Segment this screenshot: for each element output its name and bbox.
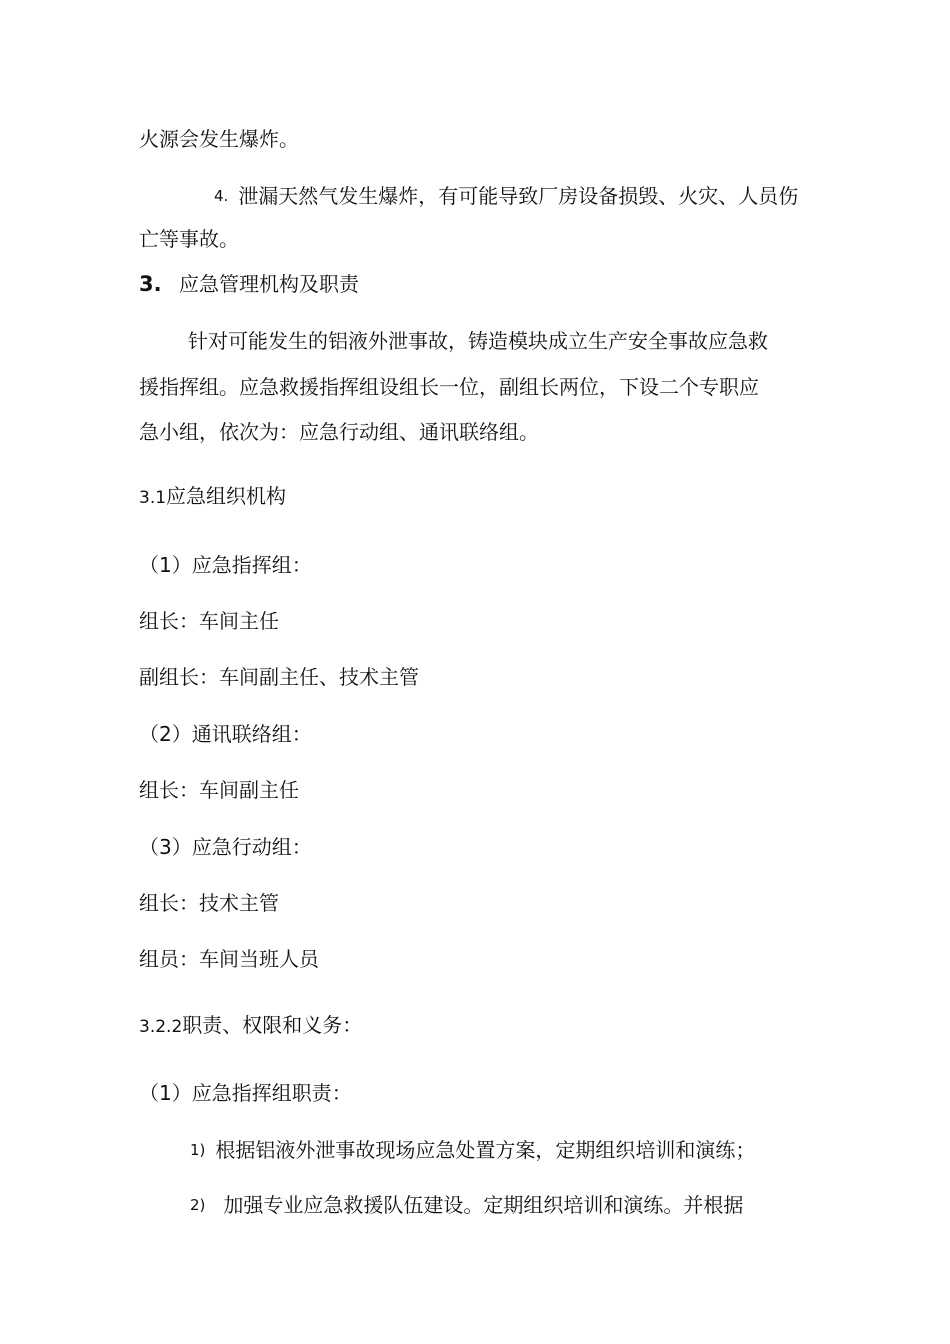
group-number: （3） <box>139 835 192 859</box>
group-number: （1） <box>139 553 192 577</box>
group-1-leader <box>139 607 279 635</box>
text: 急小组，依次为：应急行动组、通讯联络组。 <box>139 420 539 444</box>
group-number: （2） <box>139 722 192 746</box>
duty-1-item-2 <box>190 1191 743 1219</box>
duty-heading-1 <box>139 1079 352 1107</box>
group-title: 应急指挥组： <box>191 553 312 577</box>
group-title: 通讯联络组： <box>191 722 312 746</box>
group-heading-3 <box>139 833 312 861</box>
intro-paragraph-line-3 <box>139 418 539 446</box>
list-number: 4. <box>214 187 229 205</box>
text: 亡等事故。 <box>139 227 239 251</box>
subsection-title: 职责、权限和义务： <box>182 1013 363 1037</box>
list-number: 1) <box>190 1141 206 1159</box>
list-item-4-continued <box>139 225 239 253</box>
subsection-number: 3.2.2 <box>139 1017 183 1037</box>
subsection-heading-3-2-2 <box>139 1011 362 1041</box>
text: 组长：车间副主任 <box>139 778 299 802</box>
subsection-heading-3-1 <box>139 482 286 512</box>
group-3-leader <box>139 889 279 917</box>
text: 援指挥组。应急救援指挥组设组长一位，副组长两位，下设二个专职应 <box>139 375 759 399</box>
text: 组长：车间主任 <box>139 609 279 633</box>
group-1-deputy <box>139 663 419 691</box>
group-title: 应急行动组： <box>191 835 312 859</box>
text: 火源会发生爆炸。 <box>139 127 299 151</box>
group-heading-2 <box>139 720 312 748</box>
text: 泄漏天然气发生爆炸，有可能导致厂房设备损毁、火灾、人员伤 <box>238 184 799 208</box>
text: 加强专业应急救援队伍建设。定期组织培训和演练。并根据 <box>223 1193 744 1217</box>
subsection-number: 3.1 <box>139 488 167 508</box>
section-number: 3. <box>139 272 162 296</box>
list-number: 2) <box>190 1196 206 1214</box>
intro-paragraph-line-2 <box>139 373 759 401</box>
group-3-members <box>139 945 319 973</box>
section-heading-3 <box>139 270 359 298</box>
text: 针对可能发生的铝液外泄事故，铸造模块成立生产安全事故应急救 <box>188 329 768 353</box>
section-title: 应急管理机构及职责 <box>179 272 359 296</box>
list-item-4 <box>214 182 798 210</box>
text: 组长：技术主管 <box>139 891 279 915</box>
paragraph-line <box>139 125 299 153</box>
group-2-leader <box>139 776 299 804</box>
text: 组员：车间当班人员 <box>139 947 319 971</box>
duty-number: （1） <box>139 1081 192 1105</box>
group-heading-1 <box>139 551 312 579</box>
text: 根据铝液外泄事故现场应急处置方案，定期组织培训和演练； <box>215 1138 756 1162</box>
duty-title: 应急指挥组职责： <box>191 1081 352 1105</box>
text: 副组长：车间副主任、技术主管 <box>139 665 419 689</box>
duty-1-item-1 <box>190 1136 755 1164</box>
intro-paragraph-line-1 <box>188 327 768 355</box>
subsection-title: 应急组织机构 <box>166 484 287 508</box>
